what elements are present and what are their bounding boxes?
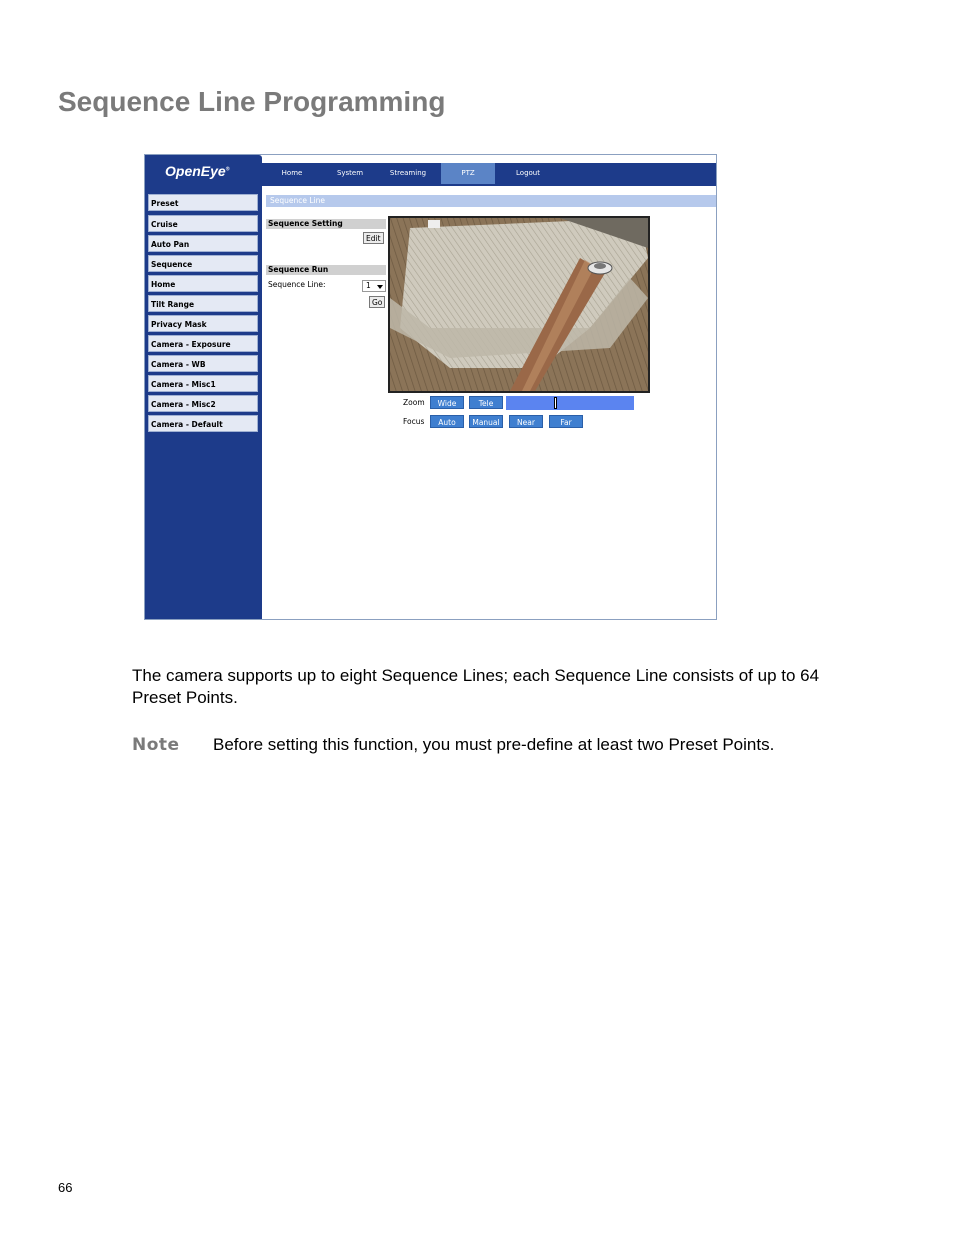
focus-near-button[interactable]: Near: [509, 415, 543, 428]
go-button[interactable]: Go: [369, 296, 385, 308]
sidebar-item-privacy-mask[interactable]: Privacy Mask: [148, 315, 258, 332]
zoom-label: Zoom: [403, 398, 425, 407]
sidebar-item-camera-exposure[interactable]: Camera - Exposure: [148, 335, 258, 352]
zoom-wide-button[interactable]: Wide: [430, 396, 464, 409]
page-title: Sequence Line Programming: [58, 86, 446, 117]
note-label: Note: [132, 735, 180, 755]
zoom-slider-handle[interactable]: [554, 397, 557, 409]
ptz-settings-screenshot: [144, 154, 717, 620]
sequence-line-label: Sequence Line:: [268, 280, 326, 289]
content-heading: Sequence Line: [266, 195, 716, 207]
nav-logout[interactable]: Logout: [516, 169, 540, 177]
camera-view-image: [390, 218, 648, 391]
focus-label: Focus: [403, 417, 425, 426]
sidebar-item-sequence[interactable]: Sequence: [148, 255, 258, 272]
sidebar-item-preset[interactable]: Preset: [148, 194, 258, 211]
focus-far-button[interactable]: Far: [549, 415, 583, 428]
sidebar-item-cruise[interactable]: Cruise: [148, 215, 258, 232]
openeye-logo: OpenEye®: [165, 163, 230, 179]
chevron-down-icon: [377, 285, 383, 289]
sidebar-item-camera-wb[interactable]: Camera - WB: [148, 355, 258, 372]
sidebar-item-camera-default[interactable]: Camera - Default: [148, 415, 258, 432]
edit-button[interactable]: Edit: [363, 232, 384, 244]
nav-system[interactable]: System: [336, 169, 364, 177]
body-paragraph: The camera supports up to eight Sequence Lines; each Sequence Line consists of up to 64 Preset Points.: [132, 666, 820, 707]
nav-home[interactable]: Home: [281, 169, 303, 177]
nav-streaming[interactable]: Streaming: [389, 169, 427, 177]
sequence-run-title: Sequence Run: [266, 265, 386, 275]
logo-tab: [145, 155, 262, 186]
sidebar-item-auto-pan[interactable]: Auto Pan: [148, 235, 258, 252]
sidebar-item-camera-misc2[interactable]: Camera - Misc2: [148, 395, 258, 412]
sidebar: [145, 186, 262, 619]
sequence-setting-title: Sequence Setting: [266, 219, 386, 229]
sidebar-item-tilt-range[interactable]: Tilt Range: [148, 295, 258, 312]
zoom-tele-button[interactable]: Tele: [469, 396, 503, 409]
note-text: Before setting this function, you must pre-define at least two Preset Points.: [213, 735, 775, 754]
focus-manual-button[interactable]: Manual: [469, 415, 503, 428]
focus-auto-button[interactable]: Auto: [430, 415, 464, 428]
page-number: 66: [58, 1180, 73, 1195]
sequence-line-value: 1: [366, 281, 371, 290]
nav-ptz[interactable]: PTZ: [441, 163, 495, 184]
sidebar-item-home[interactable]: Home: [148, 275, 258, 292]
zoom-slider[interactable]: [506, 396, 634, 410]
sidebar-item-camera-misc1[interactable]: Camera - Misc1: [148, 375, 258, 392]
camera-live-view: [388, 216, 650, 393]
sequence-line-select[interactable]: [362, 280, 386, 292]
